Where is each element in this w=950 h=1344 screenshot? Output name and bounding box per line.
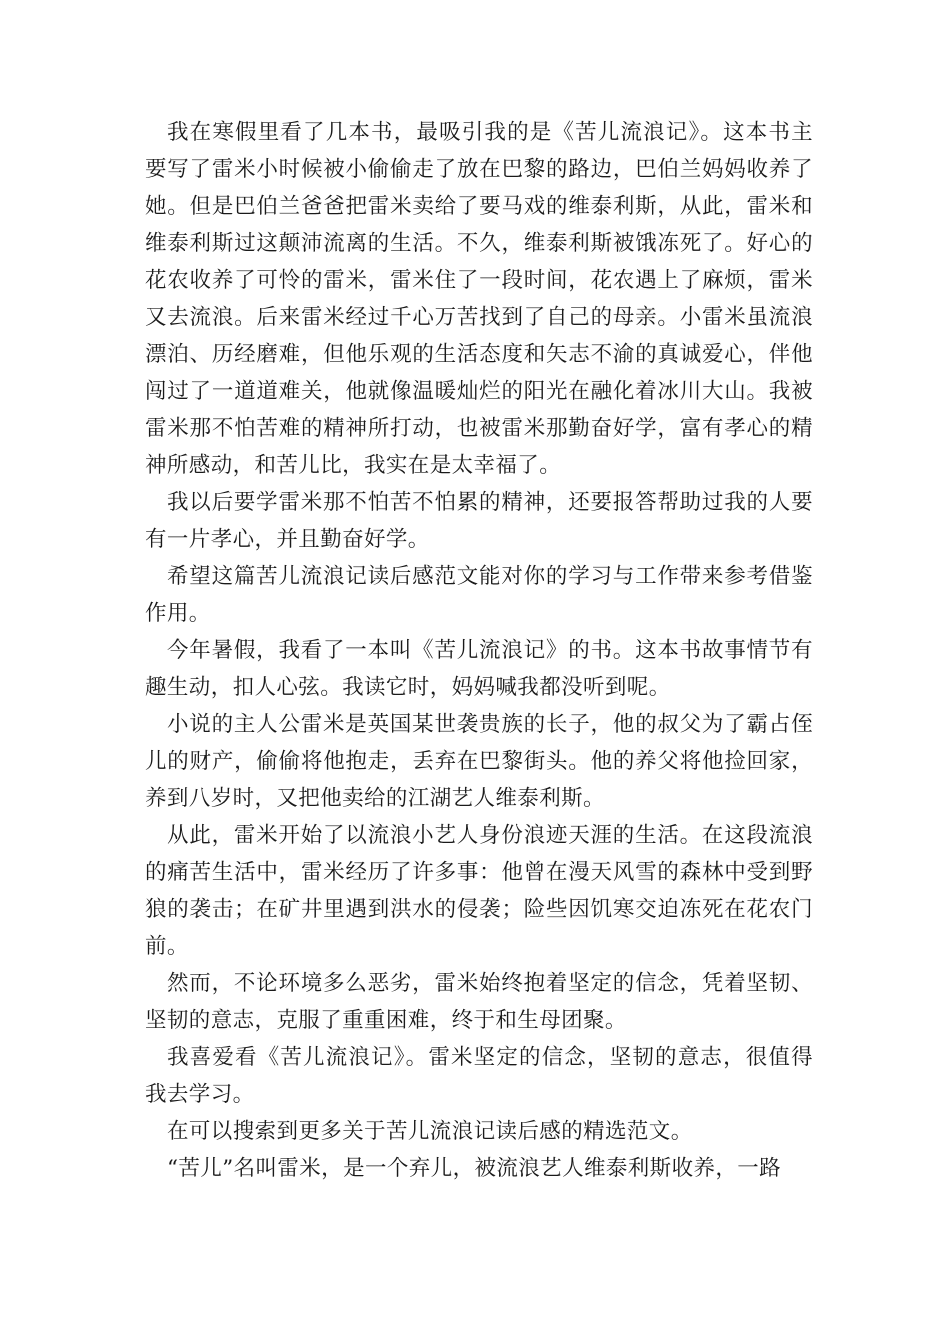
paragraph-2: 我以后要学雷米那不怕苦不怕累的精神，还要报答帮助过我的人要有一片孝心，并且勤奋好学。 (145, 490, 813, 552)
article-body (145, 114, 813, 1187)
paragraph-5: 小说的主人公雷米是英国某世袭贵族的长子，他的叔父为了霸占侄儿的财产，偷偷将他抱走，丢弃在巴黎街头。他的养父将他捡回家，养到八岁时，又把他卖给的江湖艺人维泰利斯。 (145, 712, 813, 811)
paragraph-9: 在可以搜索到更多关于苦儿流浪记读后感的精选范文。 (167, 1119, 693, 1144)
paragraph-1: 我在寒假里看了几本书，最吸引我的是《苦儿流浪记》。这本书主要写了雷米小时候被小偷偷走了放在巴黎的路边，巴伯兰妈妈收养了她。但是巴伯兰爸爸把雷米卖给了要马戏的维泰利斯，从此，雷米和维泰利斯过这颠沛流离的生活。不久，维泰利斯被饿冻死了。好心的花农收养了可怜的雷米，雷米住了一段时间，花农遇上了麻烦，雷米又去流浪。后来雷米经过千心万苦找到了自己的母亲。小雷米虽流浪漂泊、历经磨难，但他乐观的生活态度和矢志不渝的真诚爱心，伴他闯过了一道道难关，他就像温暖灿烂的阳光在融化着冰川大山。我被雷米那不怕苦难的精神所打动，也被雷米那勤奋好学，富有孝心的精神所感动，和苦儿比，我实在是太幸福了。 (145, 120, 813, 478)
paragraph-4: 今年暑假，我看了一本叫《苦儿流浪记》的书。这本书故事情节有趣生动，扣人心弦。我读它时，妈妈喊我都没听到呢。 (145, 638, 813, 700)
paragraph-6: 从此，雷米开始了以流浪小艺人身份浪迹天涯的生活。在这段流浪的痛苦生活中，雷米经历了许多事：他曾在漫天风雪的森林中受到野狼的袭击；在矿井里遇到洪水的侵袭；险些因饥寒交迫冻死在花农门前。 (145, 823, 813, 959)
paragraph-3: 希望这篇苦儿流浪记读后感范文能对你的学习与工作带来参考借鉴作用。 (145, 564, 813, 626)
paragraph-8: 我喜爱看《苦儿流浪记》。雷米坚定的信念，坚韧的意志，很值得我去学习。 (145, 1045, 813, 1107)
paragraph-7: 然而，不论环境多么恶劣，雷米始终抱着坚定的信念，凭着坚韧、坚韧的意志，克服了重重困难，终于和生母团聚。 (145, 971, 813, 1033)
paragraph-10: “苦儿”名叫雷米，是一个弃儿，被流浪艺人维泰利斯收养，一路 (167, 1156, 782, 1181)
